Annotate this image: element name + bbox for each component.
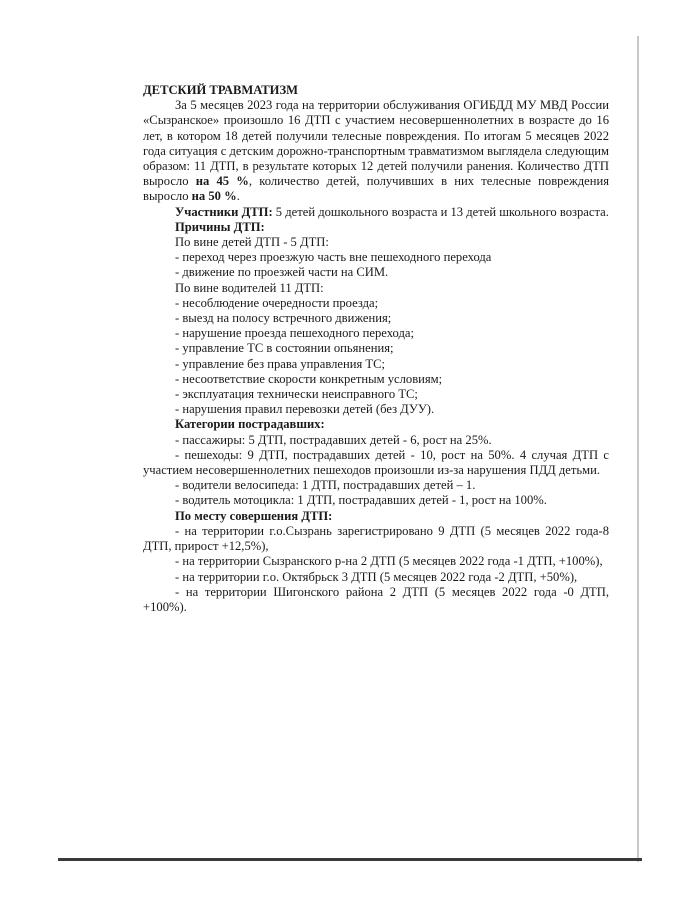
causes-heading: Причины ДТП: (175, 219, 265, 234)
list-item: - водители велосипеда: 1 ДТП, пострадавших детей – 1. (175, 478, 476, 493)
list-item: - эксплуатация технически неисправного ТС; (175, 387, 418, 402)
list-item: - нарушения правил перевозки детей (без ДУУ). (175, 402, 435, 417)
intro-percent-accidents: на 45 % (195, 174, 249, 189)
intro-text-b: , количество детей, получивших в них телесные повреждения выросло (143, 174, 609, 204)
list-item: - на территории г.о.Сызрань зарегистрировано 9 ДТП (5 месяцев 2022 года-8 ДТП, прирост +12,5%), (143, 523, 609, 554)
list-item: - управление ТС в состоянии опьянения; (175, 341, 394, 356)
participants-text: 5 детей дошкольного возраста и 13 детей школьного возраста. (272, 204, 609, 219)
participants-label: Участники ДТП: (175, 204, 273, 219)
location-heading: По месту совершения ДТП: (175, 508, 333, 523)
participants-paragraph (143, 205, 609, 220)
drivers-fault-line: По вине водителей 11 ДТП: (175, 280, 324, 295)
page-bottom-edge (58, 858, 642, 861)
list-item: - движение по проезжей части на СИМ. (175, 265, 389, 280)
document-title: ДЕТСКИЙ ТРАВМАТИЗМ (143, 83, 299, 97)
list-item: - управление без права управления ТС; (175, 356, 385, 371)
intro-paragraph (143, 98, 609, 204)
categories-heading: Категории пострадавших: (175, 417, 325, 432)
scan-top-margin (0, 0, 695, 36)
list-item: - на территории Сызранского р-на 2 ДТП (5 месяцев 2022 года -1 ДТП, +100%), (175, 554, 603, 569)
list-item: - пешеходы: 9 ДТП, пострадавших детей - 10, рост на 50%. 4 случая ДТП с участием несовершеннолетних пешеходов произошли из-за нарушения ПДД детьми. (143, 447, 609, 478)
document-body (143, 83, 609, 615)
intro-text-c: . (236, 189, 240, 204)
list-item: - на территории г.о. Октябрьск 3 ДТП (5 месяцев 2022 года -2 ДТП, +50%), (175, 569, 578, 584)
list-item: - на территории Шигонского района 2 ДТП (5 месяцев 2022 года -0 ДТП, +100%). (143, 584, 609, 614)
list-item: - выезд на полосу встречного движения; (175, 311, 392, 326)
list-item: - нарушение проезда пешеходного перехода; (175, 326, 414, 341)
list-item: - водитель мотоцикла: 1 ДТП, пострадавших детей - 1, рост на 100%. (175, 493, 547, 508)
list-item: - несоответствие скорости конкретным условиям; (175, 371, 443, 386)
intro-percent-children: на 50 % (191, 189, 237, 204)
page-right-edge (637, 36, 639, 862)
children-fault-line: По вине детей ДТП - 5 ДТП: (175, 235, 329, 250)
list-item: - пассажиры: 5 ДТП, пострадавших детей - 6, рост на 25%. (175, 432, 492, 447)
list-item: - переход через проезжую часть вне пешеходного перехода (175, 250, 492, 265)
intro-text-a: За 5 месяцев 2023 года на территории обслуживания ОГИБДД МУ МВД России «Сызранское» произошло 16 ДТП с участием несовершеннолетних в возрасте до 16 лет, в котором 18 детей получили телесные повреждения. По итогам 5 месяцев 2022 года ситуация с детским дорожно-транспортным травматизмом выглядела следующим образом: 11 ДТП, в результате которых 12 детей получили ранения. Количество ДТП выросло (143, 98, 609, 189)
list-item: - несоблюдение очередности проезда; (175, 295, 379, 310)
